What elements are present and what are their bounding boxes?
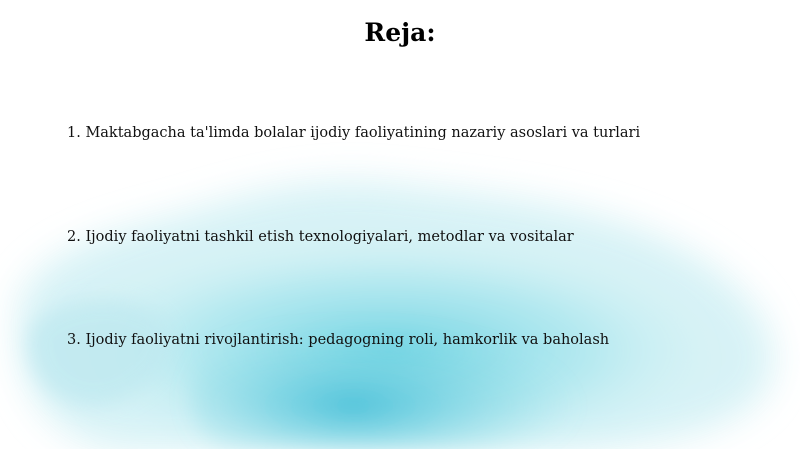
plan-item-3: 3. Ijodiy faoliyatni rivojlantirish: pedagogning roli, hamkorlik va baholash bbox=[67, 332, 610, 348]
plan-item-1: 1. Maktabgacha ta'limda bolalar ijodiy faoliyatining nazariy asoslari va turlari bbox=[67, 125, 641, 141]
slide-title: Reja: bbox=[364, 18, 436, 47]
plan-item-2: 2. Ijodiy faoliyatni tashkil etish texnologiyalari, metodlar va vositalar bbox=[67, 229, 574, 245]
